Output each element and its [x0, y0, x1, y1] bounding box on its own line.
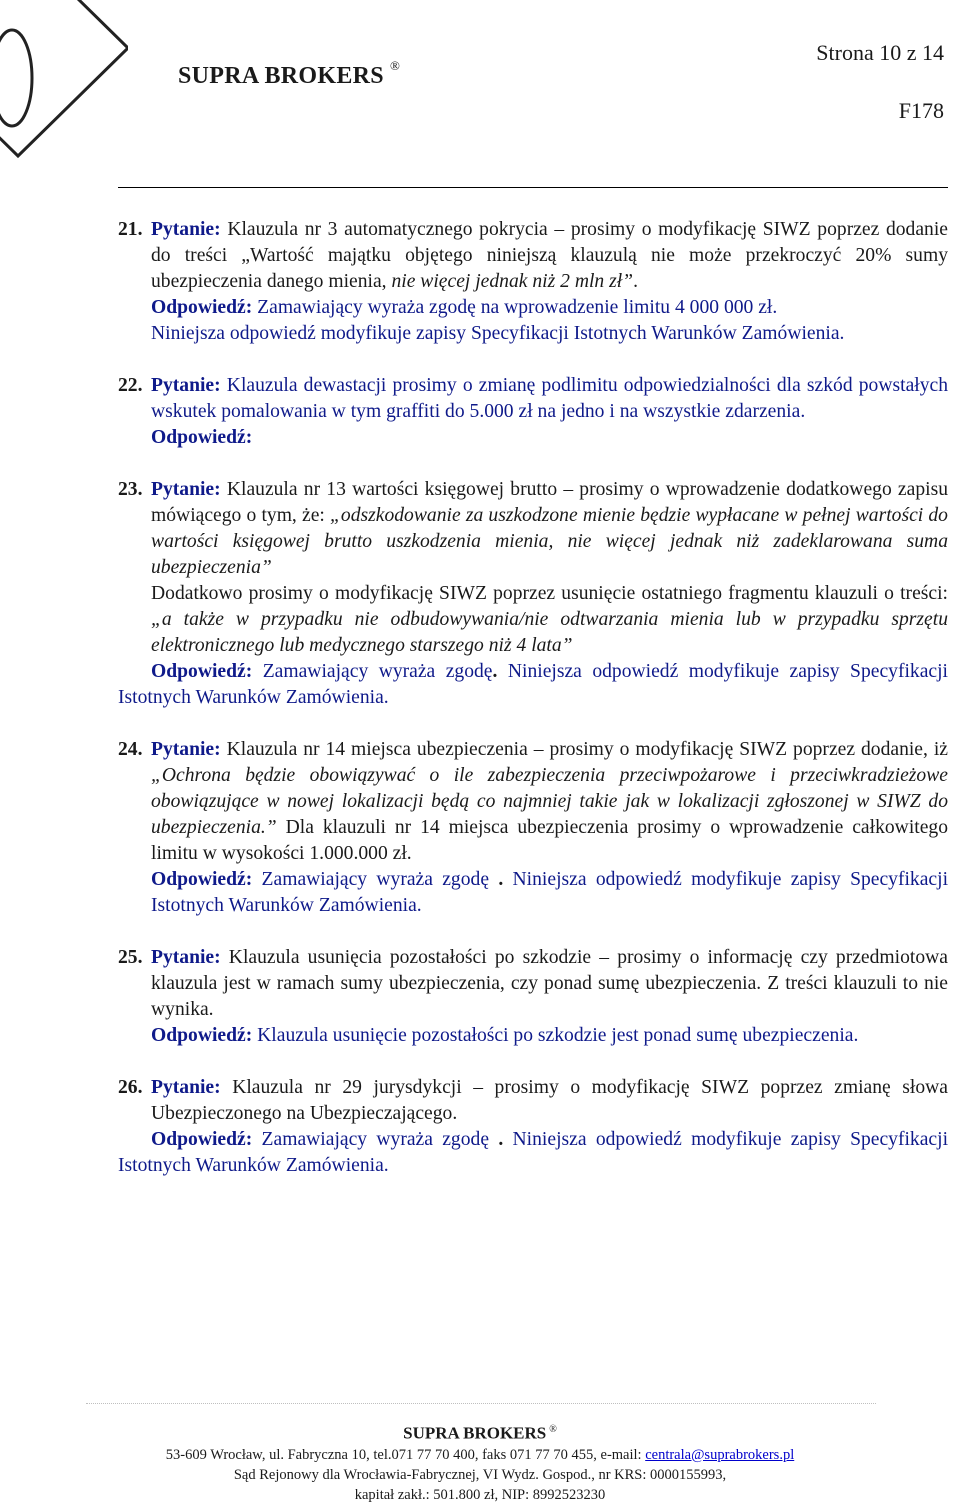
question-text-2: Dodatkowo prosimy o modyfikację SIWZ poprzez usunięcie ostatniego fragmentu klauzuli o treści:	[151, 583, 948, 604]
answer-label: Odpowiedź:	[151, 661, 253, 682]
form-code: F178	[898, 98, 944, 123]
question-number: 21.	[118, 219, 143, 240]
question-25	[118, 945, 948, 1049]
question-number: 24.	[118, 739, 143, 760]
question-label: Pytanie:	[151, 375, 221, 396]
answer-text: Klauzula usunięcie pozostałości po szkodzie jest ponad sumę ubezpieczenia.	[252, 1025, 859, 1046]
answer-note: Niniejsza odpowiedź modyfikuje zapisy Specyfikacji Istotnych Warunków Zamówienia.	[118, 661, 948, 708]
question-label: Pytanie:	[151, 219, 221, 240]
question-number: 25.	[118, 947, 143, 968]
answer-text: Zamawiający wyraża zgodę na wprowadzenie limitu 4 000 000 zł.	[252, 297, 778, 318]
question-label: Pytanie:	[151, 479, 221, 500]
answer-label: Odpowiedź:	[151, 297, 253, 318]
answer-note: Niniejsza odpowiedź modyfikuje zapisy Specyfikacji Istotnych Warunków Zamówienia.	[151, 323, 845, 344]
question-label: Pytanie:	[151, 1077, 221, 1098]
answer-text: Zamawiający wyraża zgodę	[252, 1129, 499, 1150]
registered-mark: ®	[389, 58, 401, 73]
question-quote: nie więcej jednak niż 2 mln zł”	[391, 271, 634, 292]
footer-capital: kapitał zakł.: 501.800 zł, NIP: 8992523230	[354, 1486, 606, 1503]
question-23: 23. Pytanie: Klauzula nr 13 wartości księgowej brutto – prosimy o wprowadzenie dodatkowego zapisu mówiącego o tym, że: „odszkodowanie za uszkodzone mienie będzie wypłacane w pełnej wartości do wartości księgowej brutto uszkodzenia mienia, nie więcej jednak niż zadeklarowana suma ubezpieczenia” Dodatkowo prosimy o modyfikację SIWZ poprzez usunięcie ostatniego fragmentu klauzuli o treści: „a także w przypadku nie odbudowywania/nie odtwarzania mienia lub w przypadku sprzętu elektronicznego lub medycznego starszego niż 4 lata” Odpowiedź: Zamawiający wyraża zgodę. Niniejsza odpowiedź modyfikuje zapisy Specyfikacji Istotnych Warunków Zamówienia.	[118, 479, 948, 708]
footer-brand: SUPRA BROKERS ®	[403, 1423, 557, 1443]
question-26: 26. Pytanie: Klauzula nr 29 jurysdykcji – prosimy o modyfikację SIWZ poprzez zmianę słowa Ubezpieczonego na Ubezpieczającego. Odpowiedź: Zamawiający wyraża zgodę . Niniejsza odpowiedź modyfikuje zapisy Specyfikacji Istotnych Warunków Zamówienia.	[118, 1077, 949, 1176]
answer-note: Niniejsza odpowiedź modyfikuje zapisy Specyfikacji Istotnych Warunków Zamówienia.	[118, 1129, 949, 1176]
supra-brokers-logo	[0, 0, 128, 180]
question-number: 26.	[118, 1077, 143, 1098]
header-brand: SUPRA BROKERS ®	[178, 58, 401, 89]
question-text: Klauzula dewastacji prosimy o zmianę podlimitu odpowiedzialności dla szkód powstałych wskutek pomalowania w tym graffiti do 5.000 zł na jedno i na wszystkie zdarzenia.	[151, 375, 948, 422]
answer-label: Odpowiedź:	[151, 869, 253, 890]
question-label: Pytanie:	[151, 947, 221, 968]
answer-label: Odpowiedź:	[151, 1025, 253, 1046]
question-quote: „odszkodowanie za uszkodzone mienie będzie wypłacane w pełnej wartości do wartości księgowej brutto uszkodzenia mienia, nie więcej jednak niż zadeklarowana suma ubezpieczenia”	[151, 505, 948, 578]
question-21: 21. Pytanie: Klauzula nr 3 automatycznego pokrycia – prosimy o modyfikację SIWZ poprzez dodanie do treści „Wartość majątku objętego niniejszą klauzulą nie może przekroczyć 20% sumy ubezpieczenia danego mienia, nie więcej jednak niż 2 mln zł”. Odpowiedź: Zamawiający wyraża zgodę na wprowadzenie limitu 4 000 000 zł. Niniejsza odpowiedź modyfikuje zapisy Specyfikacji Istotnych Warunków Zamówienia.	[118, 217, 948, 347]
question-text: Klauzula nr 13 wartości księgowej brutto – prosimy o wprowadzenie dodatkowego zapisu mówiącego o tym, że:	[151, 479, 948, 526]
answer-text: Zamawiający wyraża zgodę	[252, 661, 493, 682]
answer-label: Odpowiedź:	[151, 427, 253, 448]
header-divider	[118, 187, 948, 188]
footer	[0, 1419, 960, 1505]
question-number: 22.	[118, 375, 143, 396]
question-24: 24. Pytanie: Klauzula nr 14 miejsca ubezpieczenia – prosimy o modyfikację SIWZ poprzez dodanie, iż „Ochrona będzie obowiązywać o ile zabezpieczenia przeciwpożarowe i przeciwkradzieżowe obowiązujące w nowej lokalizacji będą co najmniej takie jak w lokalizacji zgłoszonej w SIWZ do ubezpieczenia.” Dla klauzuli nr 14 miejsca ubezpieczenia prosimy o wprowadzenie całkowitego limitu w wysokości 1.000.000 zł. Odpowiedź: Zamawiający wyraża zgodę . Niniejsza odpowiedź modyfikuje zapisy Specyfikacji Istotnych Warunków Zamówienia.	[118, 739, 949, 916]
answer-label: Odpowiedź:	[151, 1129, 253, 1150]
footer-court: Sąd Rejonowy dla Wrocławia-Fabrycznej, VI Wydz. Gospod., nr KRS: 0000155993,	[233, 1466, 727, 1483]
question-text: Klauzula nr 14 miejsca ubezpieczenia – prosimy o modyfikację SIWZ poprzez dodanie, iż	[220, 739, 948, 760]
question-quote: „Ochrona będzie obowiązywać o ile zabezpieczenia przeciwpożarowe i przeciwkradzieżowe obowiązujące w nowej lokalizacji będą co najmniej takie jak w lokalizacji zgłoszonej w SIWZ do ubezpieczenia.”	[151, 765, 948, 838]
question-quote-2: „a także w przypadku nie odbudowywania/nie odtwarzania mienia lub w przypadku sprzętu elektronicznego lub medycznego starszego niż 4 lata”	[151, 609, 948, 656]
question-number: 23.	[118, 479, 143, 500]
footer-address: 53-609 Wrocław, ul. Fabryczna 10, tel.071 77 70 400, faks 071 77 70 455, e-mail: centrala@suprabrokers.pl	[165, 1446, 795, 1463]
page-number: Strona 10 z 14	[816, 40, 944, 65]
answer-note: Niniejsza odpowiedź modyfikuje zapisy Specyfikacji Istotnych Warunków Zamówienia.	[151, 869, 949, 916]
question-text: Klauzula nr 29 jurysdykcji – prosimy o modyfikację SIWZ poprzez zmianę słowa Ubezpieczonego na Ubezpieczającego.	[151, 1077, 948, 1124]
email-link[interactable]: centrala@suprabrokers.pl	[645, 1446, 795, 1463]
question-text: Klauzula nr 3 automatycznego pokrycia – prosimy o modyfikację SIWZ poprzez dodanie do treści „Wartość majątku objętego niniejszą klauzulą nie może przekroczyć 20% sumy ubezpieczenia danego mienia,	[151, 219, 948, 292]
document-body	[118, 217, 948, 1205]
footer-divider	[86, 1403, 876, 1404]
answer-text: Zamawiający wyraża zgodę	[252, 869, 499, 890]
question-22	[118, 373, 948, 451]
question-label: Pytanie:	[151, 739, 221, 760]
question-text: Klauzula usunięcia pozostałości po szkodzie – prosimy o informację czy przedmiotowa klauzula jest w ramach sumy ubezpieczenia, czy ponad sumę ubezpieczenia. Z treści klauzuli to nie wynika.	[151, 947, 948, 1020]
